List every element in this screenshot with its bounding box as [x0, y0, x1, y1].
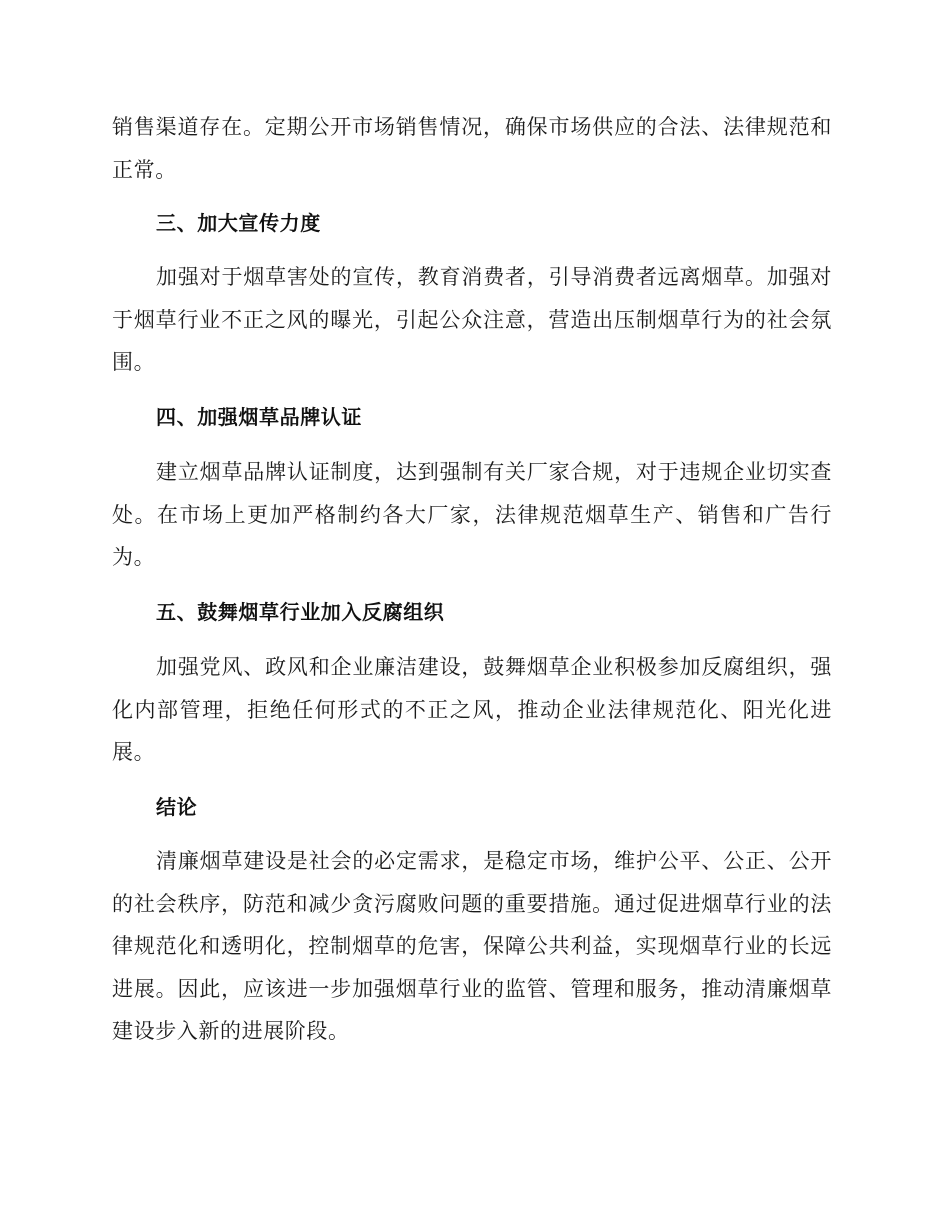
paragraph-conclusion: 清廉烟草建设是社会的必定需求，是稳定市场，维护公平、公正、公开的社会秩序，防范和减少贪污腐败问题的重要措施。通过促进烟草行业的法律规范化和透明化，控制烟草的危害，保障公共利益，实现烟草行业的长远进展。因此，应该进一步加强烟草行业的监管、管理和服务，推动清廉烟草建设步入新的进展阶段。 [112, 849, 832, 1043]
heading-conclusion: 结论 [156, 795, 198, 819]
paragraph-publicity: 加强对于烟草害处的宣传，教育消费者，引导消费者远离烟草。加强对于烟草行业不正之风的曝光，引起公众注意，营造出压制烟草行为的社会氛围。 [112, 265, 832, 374]
paragraph-market-sales: 销售渠道存在。定期公开市场销售情况，确保市场供应的合法、法律规范和正常。 [112, 115, 832, 182]
heading-publicity: 三、加大宣传力度 [156, 211, 321, 235]
paragraph-brand-certification: 建立烟草品牌认证制度，达到强制有关厂家合规，对于违规企业切实查处。在市场上更加严格制约各大厂家，法律规范烟草生产、销售和广告行为。 [112, 460, 832, 569]
paragraph-anti-corruption: 加强党风、政风和企业廉洁建设，鼓舞烟草企业积极参加反腐组织，强化内部管理，拒绝任何形式的不正之风，推动企业法律规范化、阳光化进展。 [112, 655, 832, 764]
heading-brand-certification: 四、加强烟草品牌认证 [156, 405, 362, 429]
heading-anti-corruption: 五、鼓舞烟草行业加入反腐组织 [156, 600, 445, 624]
